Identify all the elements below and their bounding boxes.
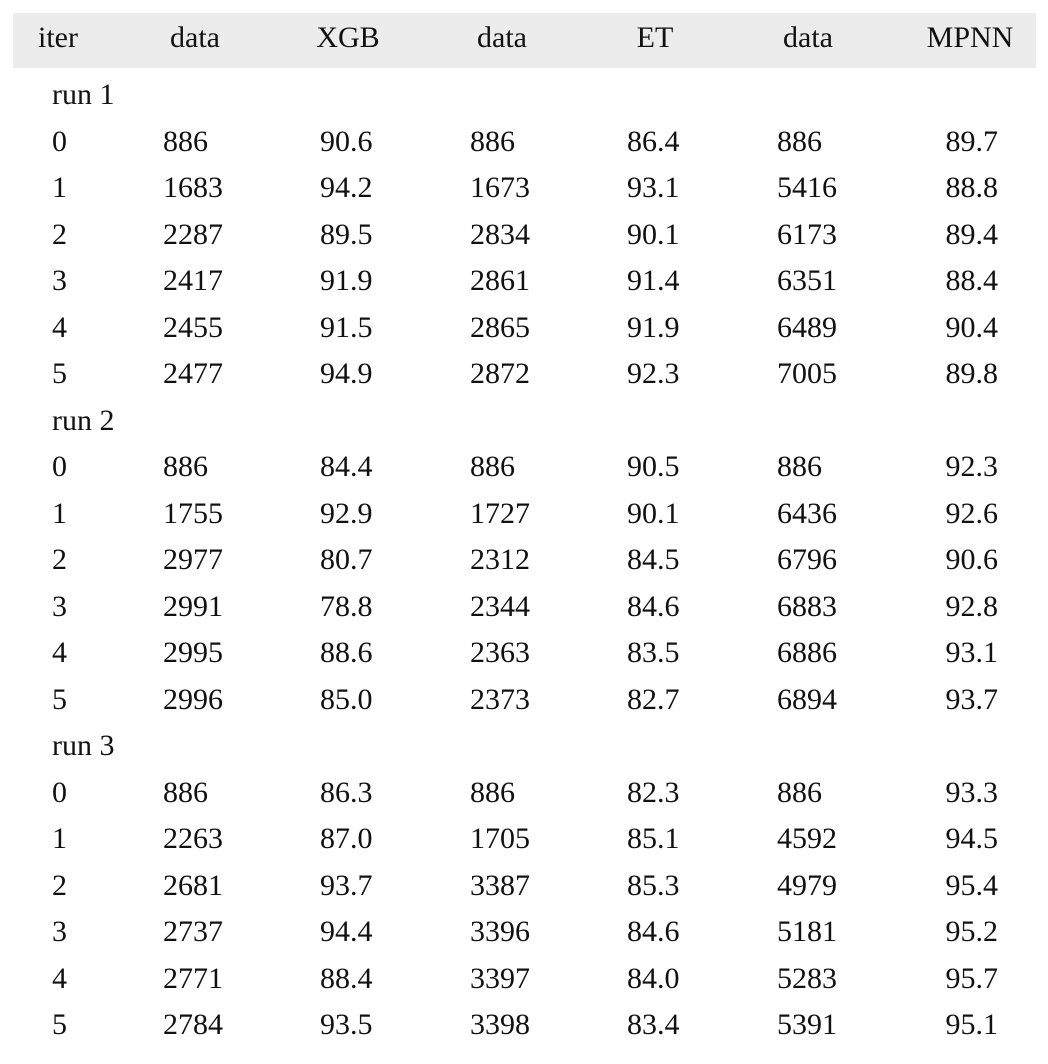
cell-et: 83.4 bbox=[627, 1008, 680, 1041]
cell-xgb: 92.9 bbox=[320, 496, 373, 530]
cell-data-xgb: 2477 bbox=[163, 357, 223, 390]
header-iter: iter bbox=[38, 21, 78, 54]
cell-data-mpnn: 4592 bbox=[777, 822, 837, 855]
cell-data-xgb: 2977 bbox=[163, 543, 223, 576]
cell-xgb: 85.0 bbox=[320, 682, 373, 716]
cell-data-et: 2312 bbox=[470, 543, 530, 576]
cell-xgb: 87.0 bbox=[320, 822, 373, 855]
cell-mpnn: 93.1 bbox=[945, 636, 998, 669]
header-et: ET bbox=[636, 21, 674, 54]
cell-iter: 5 bbox=[52, 1008, 67, 1041]
cell-mpnn: 94.5 bbox=[945, 822, 998, 855]
cell-xgb: 93.7 bbox=[320, 868, 373, 902]
cell-data-mpnn: 4979 bbox=[777, 868, 837, 902]
cell-data-mpnn: 6489 bbox=[777, 310, 837, 344]
cell-mpnn: 92.3 bbox=[945, 450, 998, 483]
cell-data-mpnn: 886 bbox=[777, 775, 822, 809]
cell-iter: 1 bbox=[52, 171, 67, 204]
cell-data-mpnn: 886 bbox=[777, 124, 822, 158]
cell-iter: 3 bbox=[52, 589, 67, 623]
cell-mpnn: 88.4 bbox=[945, 264, 998, 297]
cell-data-et: 886 bbox=[470, 450, 515, 483]
cell-mpnn: 88.8 bbox=[945, 171, 998, 204]
header-data-xgb: data bbox=[170, 21, 220, 54]
cell-xgb: 80.7 bbox=[320, 543, 373, 576]
cell-iter: 1 bbox=[52, 822, 67, 855]
cell-data-xgb: 886 bbox=[163, 450, 208, 483]
cell-et: 84.6 bbox=[627, 589, 680, 623]
cell-data-mpnn: 6883 bbox=[777, 589, 837, 623]
cell-iter: 5 bbox=[52, 357, 67, 390]
cell-data-mpnn: 6173 bbox=[777, 217, 837, 251]
cell-iter: 5 bbox=[52, 682, 67, 716]
cell-et: 82.3 bbox=[627, 775, 680, 809]
cell-xgb: 88.6 bbox=[320, 636, 373, 669]
cell-data-mpnn: 6886 bbox=[777, 636, 837, 669]
cell-data-mpnn: 5181 bbox=[777, 915, 837, 948]
cell-xgb: 94.9 bbox=[320, 357, 373, 390]
cell-et: 92.3 bbox=[627, 357, 680, 390]
cell-mpnn: 90.4 bbox=[945, 310, 998, 344]
cell-et: 85.1 bbox=[627, 822, 680, 855]
cell-et: 83.5 bbox=[627, 636, 680, 669]
cell-et: 90.1 bbox=[627, 217, 680, 251]
cell-xgb: 84.4 bbox=[320, 450, 373, 483]
cell-data-et: 3387 bbox=[470, 868, 530, 902]
cell-data-xgb: 2681 bbox=[163, 868, 223, 902]
cell-xgb: 78.8 bbox=[320, 589, 373, 623]
cell-data-et: 1727 bbox=[470, 496, 530, 530]
cell-iter: 2 bbox=[52, 543, 67, 576]
header-data-mpnn: data bbox=[783, 21, 833, 54]
cell-data-mpnn: 5416 bbox=[777, 171, 837, 204]
cell-data-et: 2861 bbox=[470, 264, 530, 297]
cell-data-et: 1705 bbox=[470, 822, 530, 855]
cell-data-et: 3396 bbox=[470, 915, 530, 948]
cell-iter: 0 bbox=[52, 775, 67, 809]
cell-data-mpnn: 5391 bbox=[777, 1008, 837, 1041]
cell-mpnn: 95.7 bbox=[945, 961, 998, 995]
cell-data-xgb: 2737 bbox=[163, 915, 223, 948]
cell-iter: 4 bbox=[52, 310, 67, 344]
cell-iter: 0 bbox=[52, 450, 67, 483]
cell-data-et: 2834 bbox=[470, 217, 530, 251]
cell-data-xgb: 2287 bbox=[163, 217, 223, 251]
cell-iter: 3 bbox=[52, 915, 67, 948]
cell-et: 91.9 bbox=[627, 310, 680, 344]
cell-data-xgb: 2771 bbox=[163, 961, 223, 995]
cell-data-et: 886 bbox=[470, 775, 515, 809]
cell-et: 90.1 bbox=[627, 496, 680, 530]
cell-data-xgb: 2991 bbox=[163, 589, 223, 623]
cell-data-mpnn: 6436 bbox=[777, 496, 837, 530]
cell-et: 86.4 bbox=[627, 124, 680, 158]
cell-iter: 1 bbox=[52, 496, 67, 530]
cell-data-et: 1673 bbox=[470, 171, 530, 204]
cell-et: 90.5 bbox=[627, 450, 680, 483]
cell-data-et: 3397 bbox=[470, 961, 530, 995]
cell-mpnn: 95.4 bbox=[945, 868, 998, 902]
cell-xgb: 86.3 bbox=[320, 775, 373, 809]
group-label: run 3 bbox=[52, 729, 115, 762]
cell-data-xgb: 2784 bbox=[163, 1008, 223, 1041]
cell-et: 84.5 bbox=[627, 543, 680, 576]
cell-mpnn: 89.8 bbox=[945, 357, 998, 390]
cell-mpnn: 95.2 bbox=[945, 915, 998, 948]
cell-data-mpnn: 7005 bbox=[777, 357, 837, 390]
header-xgb: XGB bbox=[316, 21, 380, 54]
cell-xgb: 89.5 bbox=[320, 217, 373, 251]
cell-data-xgb: 886 bbox=[163, 775, 208, 809]
cell-xgb: 94.4 bbox=[320, 915, 373, 948]
cell-mpnn: 92.6 bbox=[945, 496, 998, 530]
cell-iter: 2 bbox=[52, 868, 67, 902]
cell-et: 82.7 bbox=[627, 682, 680, 716]
cell-data-xgb: 2417 bbox=[163, 264, 223, 297]
cell-mpnn: 90.6 bbox=[945, 543, 998, 576]
cell-mpnn: 95.1 bbox=[945, 1008, 998, 1041]
cell-mpnn: 89.7 bbox=[945, 124, 998, 158]
cell-data-mpnn: 6351 bbox=[777, 264, 837, 297]
group-label: run 2 bbox=[52, 403, 115, 437]
cell-data-mpnn: 6796 bbox=[777, 543, 837, 576]
cell-data-mpnn: 6894 bbox=[777, 682, 837, 716]
cell-mpnn: 92.8 bbox=[945, 589, 998, 623]
cell-data-xgb: 1755 bbox=[163, 496, 223, 530]
cell-iter: 4 bbox=[52, 961, 67, 995]
cell-data-et: 2373 bbox=[470, 682, 530, 716]
cell-data-et: 886 bbox=[470, 124, 515, 158]
header-data-et: data bbox=[477, 21, 527, 54]
cell-data-xgb: 2455 bbox=[163, 310, 223, 344]
cell-mpnn: 93.3 bbox=[945, 775, 998, 809]
cell-mpnn: 93.7 bbox=[945, 682, 998, 716]
cell-et: 84.6 bbox=[627, 915, 680, 948]
cell-xgb: 90.6 bbox=[320, 124, 373, 158]
cell-data-et: 2872 bbox=[470, 357, 530, 390]
cell-data-et: 3398 bbox=[470, 1008, 530, 1041]
cell-xgb: 91.9 bbox=[320, 264, 373, 297]
header-mpnn: MPNN bbox=[926, 21, 1014, 54]
cell-et: 84.0 bbox=[627, 961, 680, 995]
cell-iter: 0 bbox=[52, 124, 67, 158]
cell-data-et: 2865 bbox=[470, 310, 530, 344]
cell-xgb: 94.2 bbox=[320, 171, 373, 204]
cell-mpnn: 89.4 bbox=[945, 217, 998, 251]
cell-data-xgb: 2995 bbox=[163, 636, 223, 669]
cell-xgb: 88.4 bbox=[320, 961, 373, 995]
cell-data-xgb: 886 bbox=[163, 124, 208, 158]
cell-et: 91.4 bbox=[627, 264, 680, 297]
cell-data-et: 2344 bbox=[470, 589, 530, 623]
cell-data-et: 2363 bbox=[470, 636, 530, 669]
cell-iter: 3 bbox=[52, 264, 67, 297]
group-label: run 1 bbox=[52, 78, 115, 111]
cell-data-mpnn: 5283 bbox=[777, 961, 837, 995]
cell-data-xgb: 2996 bbox=[163, 682, 223, 716]
cell-data-xgb: 2263 bbox=[163, 822, 223, 855]
cell-iter: 2 bbox=[52, 217, 67, 251]
cell-xgb: 91.5 bbox=[320, 310, 373, 344]
cell-iter: 4 bbox=[52, 636, 67, 669]
cell-data-mpnn: 886 bbox=[777, 450, 822, 483]
cell-xgb: 93.5 bbox=[320, 1008, 373, 1041]
cell-et: 85.3 bbox=[627, 868, 680, 902]
cell-data-xgb: 1683 bbox=[163, 171, 223, 204]
cell-et: 93.1 bbox=[627, 171, 680, 204]
